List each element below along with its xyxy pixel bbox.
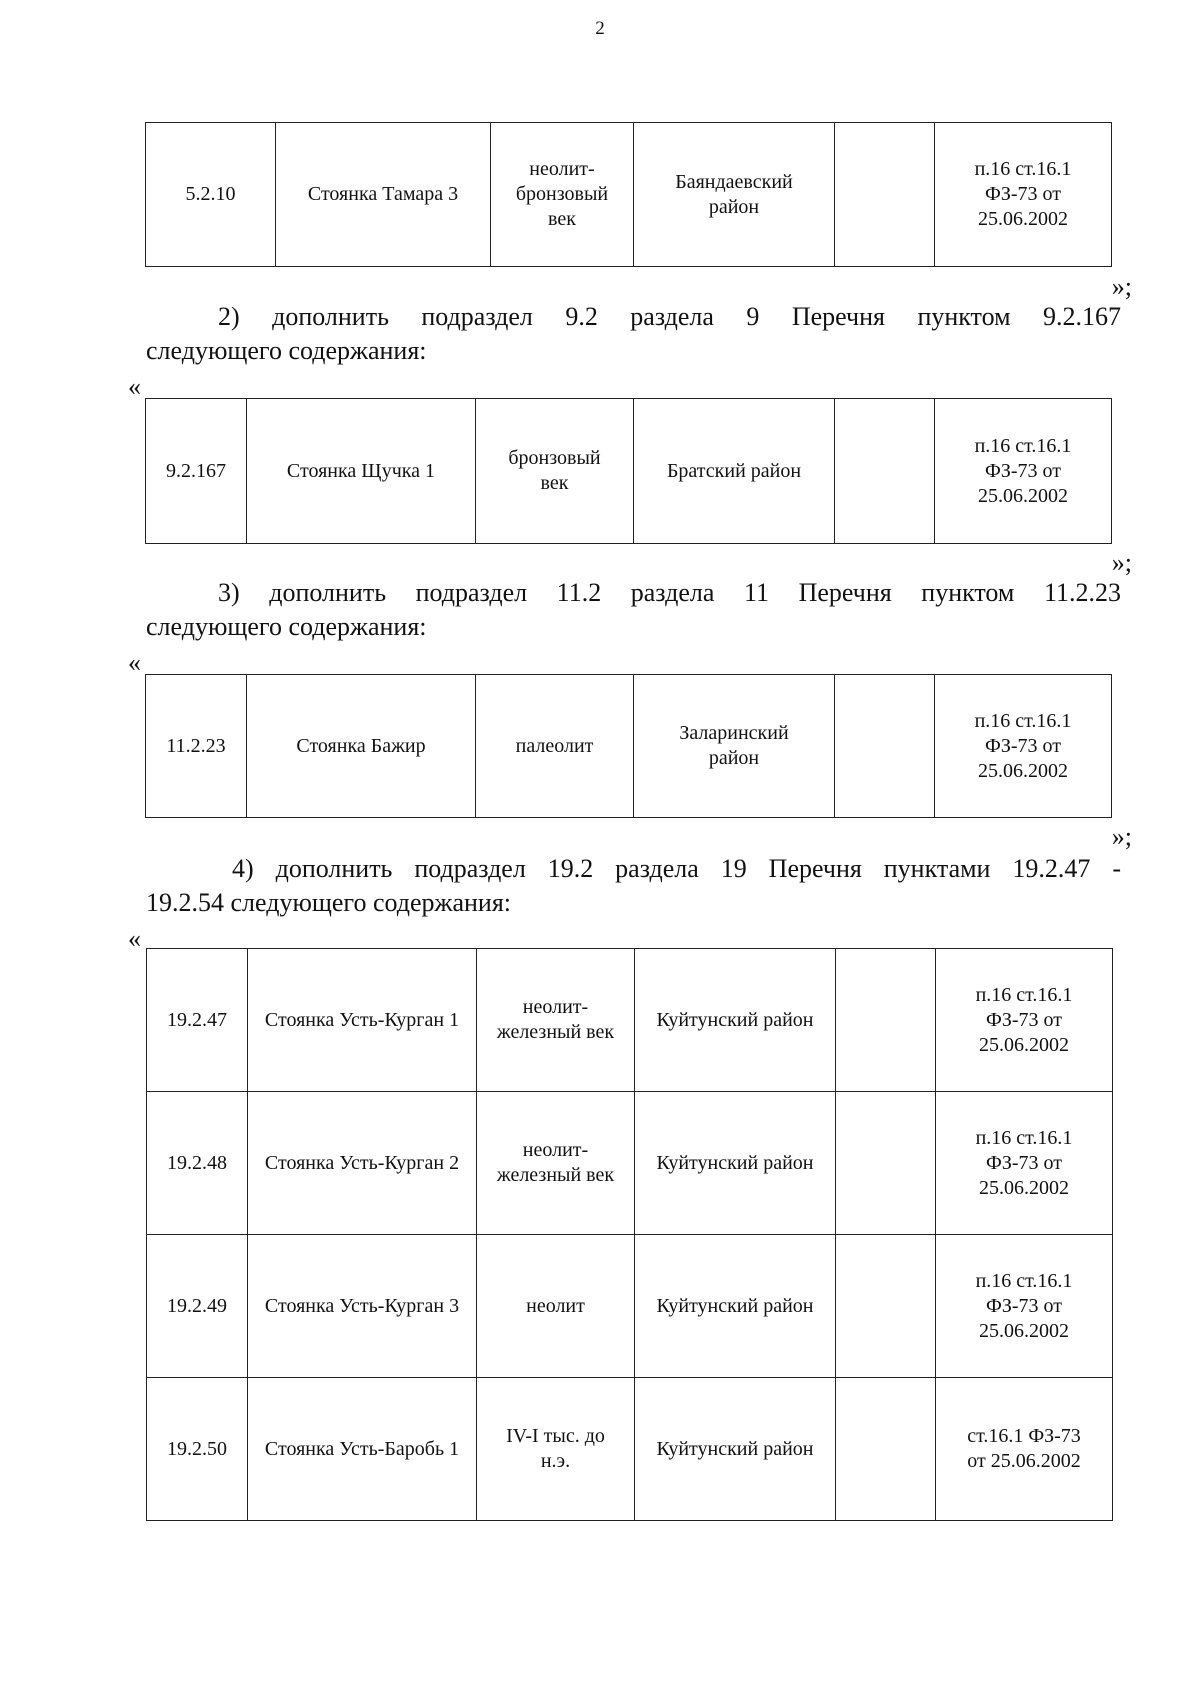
cell-law: п.16 ст.16.1 ФЗ-73 от 25.06.2002 bbox=[935, 675, 1112, 818]
paragraph-line: 3) дополнить подраздел 11.2 раздела 11 Перечня пунктом 11.2.23 bbox=[218, 578, 1121, 607]
cell-period: неолит-железный век bbox=[477, 1092, 635, 1235]
cell-law: п.16 ст.16.1 ФЗ-73 от 25.06.2002 bbox=[935, 399, 1112, 544]
cell-number: 19.2.47 bbox=[147, 949, 248, 1092]
opening-quote: « bbox=[128, 372, 141, 401]
cell-district: Куйтунский район bbox=[635, 1235, 836, 1378]
cell-number: 9.2.167 bbox=[146, 399, 247, 544]
cell-law: п.16 ст.16.1 ФЗ-73 от 25.06.2002 bbox=[936, 1235, 1113, 1378]
page-number: 2 bbox=[595, 18, 605, 39]
table-row bbox=[146, 675, 1112, 818]
cell-name: Стоянка Тамара 3 bbox=[276, 123, 491, 267]
cell-district: Куйтунский район bbox=[635, 949, 836, 1092]
cell-district: Братский район bbox=[634, 399, 835, 544]
cell-period: неолит-железный век bbox=[477, 949, 635, 1092]
table-row bbox=[147, 1092, 1113, 1235]
cell-name: Стоянка Усть-Курган 3 bbox=[248, 1235, 477, 1378]
opening-quote: « bbox=[128, 924, 141, 953]
closing-quote: »; bbox=[1111, 822, 1132, 851]
cell-name: Стоянка Бажир bbox=[247, 675, 476, 818]
cell-period: бронзовый век bbox=[476, 399, 634, 544]
table-row bbox=[146, 399, 1112, 544]
table-row bbox=[146, 123, 1112, 267]
table-item-5-2-10 bbox=[145, 122, 1112, 267]
paragraph-line: следующего содержания: bbox=[146, 336, 427, 365]
closing-quote: »; bbox=[1111, 548, 1132, 577]
paragraph-line: следующего содержания: bbox=[146, 612, 427, 641]
paragraph-4 bbox=[146, 852, 1121, 922]
table-row bbox=[147, 1235, 1113, 1378]
paragraph-line: 19.2.54 следующего содержания: bbox=[146, 888, 512, 917]
paragraph-3 bbox=[146, 576, 1121, 646]
cell-name: Стоянка Усть-Баробь 1 bbox=[248, 1378, 477, 1521]
cell-period: IV-I тыс. до н.э. bbox=[477, 1378, 635, 1521]
cell-number: 11.2.23 bbox=[146, 675, 247, 818]
cell-empty bbox=[836, 1092, 936, 1235]
cell-period: неолит-бронзовый век bbox=[491, 123, 634, 267]
cell-name: Стоянка Щучка 1 bbox=[247, 399, 476, 544]
cell-empty bbox=[835, 399, 935, 544]
paragraph-line: 4) дополнить подраздел 19.2 раздела 19 Перечня пунктами 19.2.47 - bbox=[232, 854, 1121, 883]
paragraph-2 bbox=[146, 300, 1121, 370]
paragraph-line: 2) дополнить подраздел 9.2 раздела 9 Перечня пунктом 9.2.167 bbox=[218, 302, 1121, 331]
table-item-11-2-23 bbox=[145, 674, 1112, 818]
cell-name: Стоянка Усть-Курган 2 bbox=[248, 1092, 477, 1235]
cell-law: п.16 ст.16.1 ФЗ-73 от 25.06.2002 bbox=[936, 949, 1113, 1092]
cell-number: 5.2.10 bbox=[146, 123, 276, 267]
cell-name: Стоянка Усть-Курган 1 bbox=[248, 949, 477, 1092]
cell-empty bbox=[836, 1235, 936, 1378]
cell-empty bbox=[835, 123, 935, 267]
cell-law: п.16 ст.16.1 ФЗ-73 от 25.06.2002 bbox=[935, 123, 1112, 267]
cell-period: неолит bbox=[477, 1235, 635, 1378]
cell-law: п.16 ст.16.1 ФЗ-73 от 25.06.2002 bbox=[936, 1092, 1113, 1235]
cell-empty bbox=[836, 1378, 936, 1521]
cell-district: Баяндаевский район bbox=[634, 123, 835, 267]
opening-quote: « bbox=[128, 648, 141, 677]
table-item-9-2-167 bbox=[145, 398, 1112, 544]
cell-period: палеолит bbox=[476, 675, 634, 818]
cell-district: Куйтунский район bbox=[635, 1378, 836, 1521]
table-items-19-2 bbox=[146, 948, 1113, 1521]
cell-number: 19.2.48 bbox=[147, 1092, 248, 1235]
closing-quote: »; bbox=[1111, 272, 1132, 301]
cell-district: Заларинский район bbox=[634, 675, 835, 818]
table-row bbox=[147, 1378, 1113, 1521]
cell-number: 19.2.50 bbox=[147, 1378, 248, 1521]
cell-district: Куйтунский район bbox=[635, 1092, 836, 1235]
table-row bbox=[147, 949, 1113, 1092]
cell-number: 19.2.49 bbox=[147, 1235, 248, 1378]
cell-empty bbox=[835, 675, 935, 818]
cell-empty bbox=[836, 949, 936, 1092]
cell-law: ст.16.1 ФЗ-73 от 25.06.2002 bbox=[936, 1378, 1113, 1521]
